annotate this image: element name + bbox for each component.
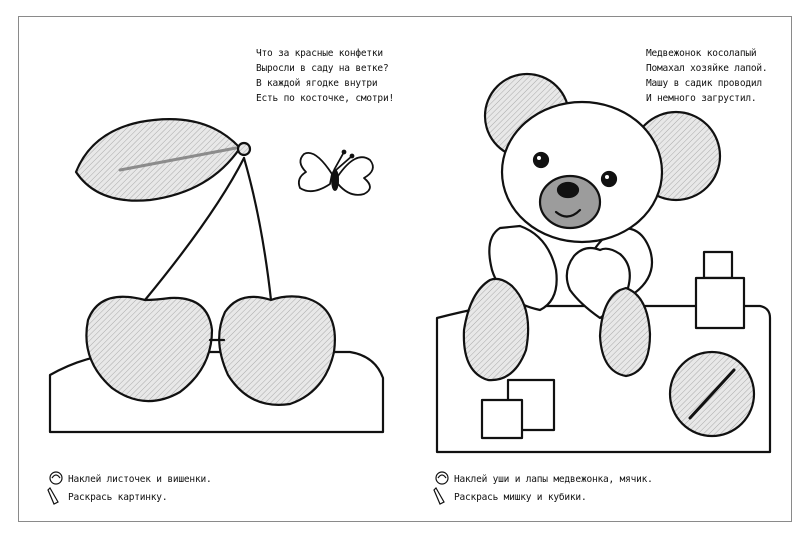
bear-leg-left (464, 279, 528, 380)
poem-line: Помахал хозяйке лапой. (646, 63, 768, 74)
block-front (482, 400, 522, 438)
instruction-color-right: Раскрась мишку и кубики. (454, 492, 587, 503)
pencil-icon-right (434, 488, 444, 504)
instruction-sticker-right: Наклей уши и лапы медвежонка, мячик. (454, 474, 653, 485)
bear-nose (558, 183, 578, 197)
bear-leg-right (600, 288, 650, 376)
poem-right (646, 46, 767, 106)
block-top (704, 252, 732, 278)
poem-line: Есть по косточке, смотри! (256, 93, 394, 104)
cherry-illustration (50, 119, 383, 432)
cherry-stem-right (244, 158, 271, 300)
leaf (76, 119, 240, 201)
poem-line: Выросли в саду на ветке? (256, 63, 389, 74)
butterfly (299, 151, 373, 195)
teddy-illustration (437, 74, 770, 452)
bear-eye-right (602, 172, 616, 186)
instruction-sticker-left: Наклей листочек и вишенки. (68, 474, 212, 485)
stem-knot (238, 143, 250, 155)
pencil-icon-left (48, 488, 58, 504)
sticker-icon-right (436, 472, 448, 484)
block-tall (696, 278, 744, 328)
poem-line: Что за красные конфетки (256, 48, 383, 59)
bear-eye-left (534, 153, 548, 167)
sticker-icon-left (50, 472, 62, 484)
poem-line: Медвежонок косолапый (646, 48, 757, 59)
instruction-color-left: Раскрась картинку. (68, 492, 168, 503)
poem-line: В каждой ягодке внутри (256, 78, 378, 89)
poem-line: И немного загрустил. (646, 93, 757, 104)
poem-left (256, 46, 394, 106)
poem-line: Машу в садик проводил (646, 78, 762, 89)
